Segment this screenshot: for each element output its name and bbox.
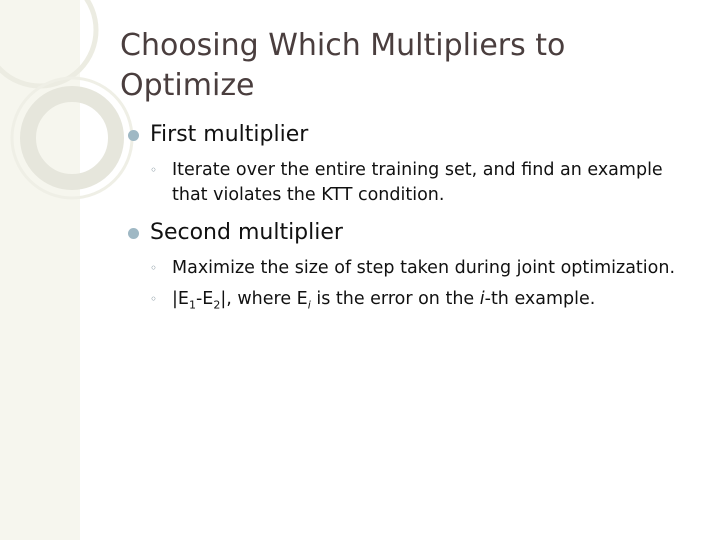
sub-bullet-list xyxy=(150,256,688,318)
sub-bullet-icon: ◦ xyxy=(150,261,158,275)
formula-text: $|E_1-E_2|$, where $E_i$ is the error on the i-th example. xyxy=(172,289,596,312)
sub-bullet-text: Maximize the size of step taken during joint optimization. xyxy=(172,258,676,278)
sub-bullet-list xyxy=(150,158,688,208)
sub-bullet-item-formula xyxy=(150,287,688,318)
sub-bullet-item xyxy=(150,158,688,208)
bullet-icon xyxy=(128,130,139,141)
bullet-second-multiplier xyxy=(128,218,688,318)
bullet-text: Second multiplier xyxy=(150,220,343,245)
bullet-icon xyxy=(128,228,139,239)
slide-title: Choosing Which Multipliers to Optimize xyxy=(120,28,566,103)
sub-bullet-icon: ◦ xyxy=(150,292,158,306)
sub-bullet-icon: ◦ xyxy=(150,163,158,177)
bullet-first-multiplier xyxy=(128,120,688,208)
sub-bullet-text: Iterate over the entire training set, and find an example that violates the KTT condition. xyxy=(172,160,663,205)
bullet-text: First multiplier xyxy=(150,122,309,147)
sub-bullet-item xyxy=(150,256,688,281)
bullet-list xyxy=(128,120,688,328)
